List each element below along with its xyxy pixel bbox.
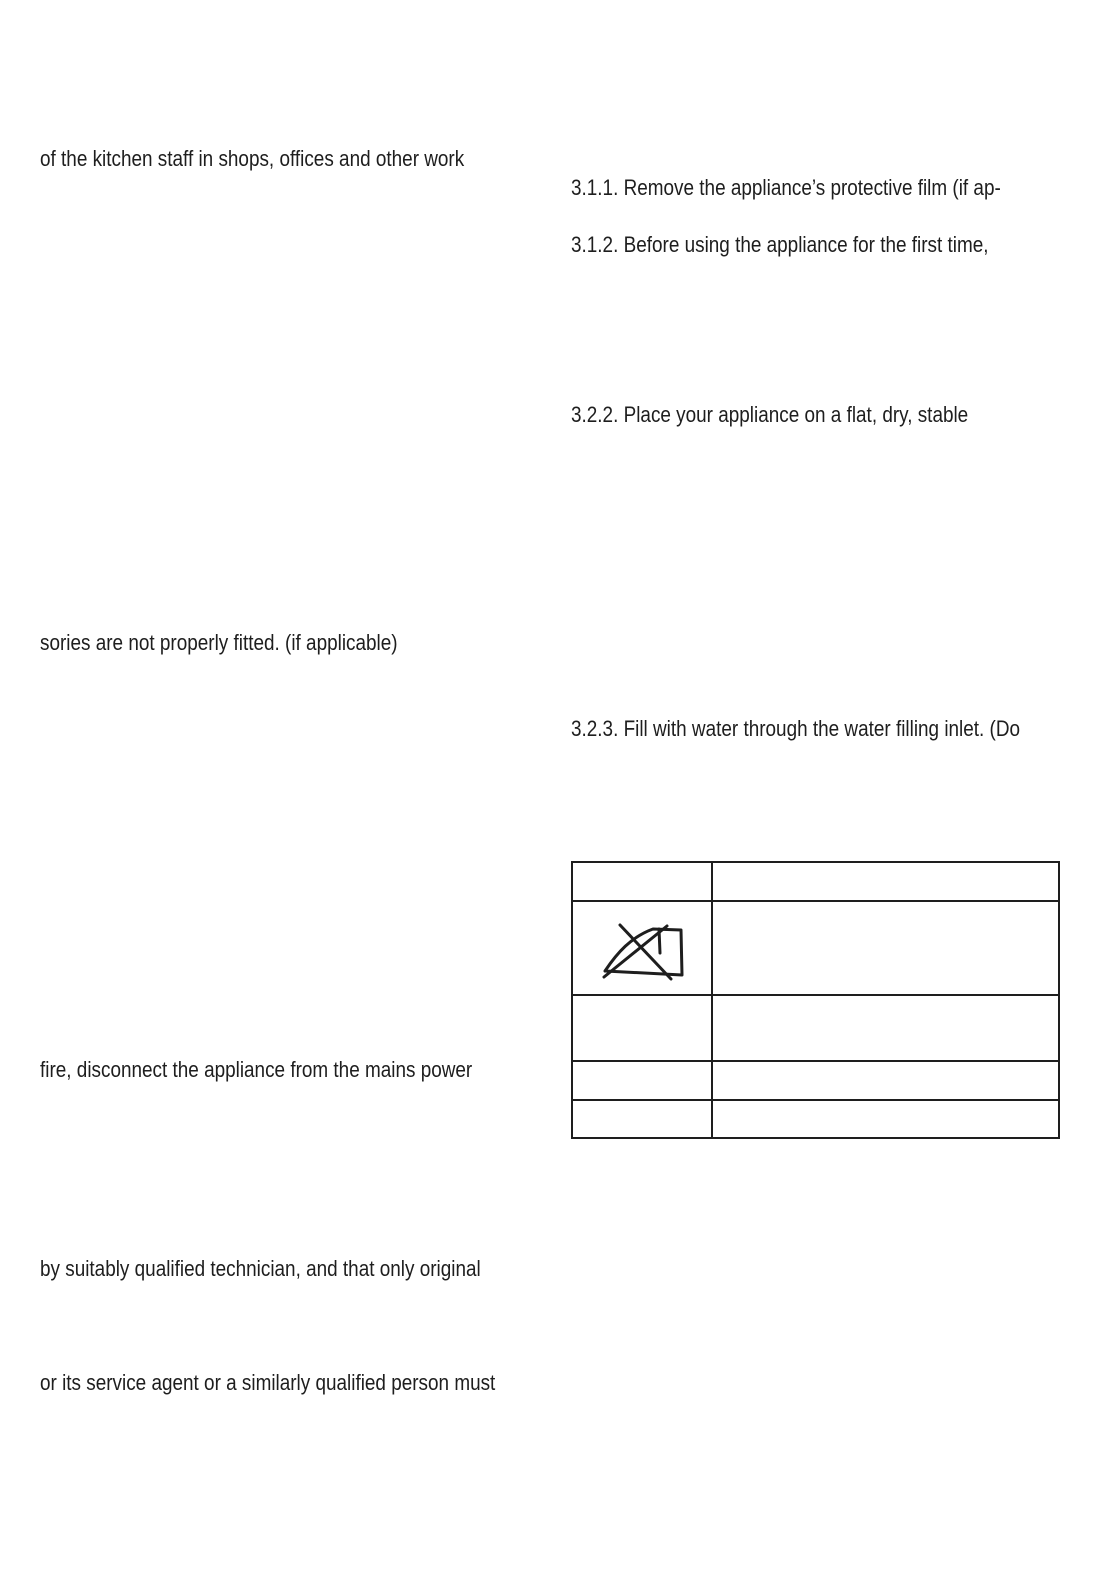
left-text-line: of the kitchen staff in shops, offices and other work [40, 146, 465, 171]
left-text-line: fire, disconnect the appliance from the mains power [40, 1057, 473, 1082]
table-cell [572, 1061, 712, 1100]
table-cell [712, 995, 1059, 1061]
table-cell [712, 901, 1059, 995]
instruction-3-1-2: 3.1.2. Before using the appliance for the first time, [571, 232, 989, 257]
table-row [572, 1100, 1059, 1138]
symbol-table [571, 861, 1060, 1139]
table-cell [572, 1100, 712, 1138]
left-text-line: by suitably qualified technician, and that only original [40, 1256, 481, 1281]
table-cell [712, 862, 1059, 901]
instruction-3-2-3: 3.2.3. Fill with water through the water filling inlet. (Do [571, 716, 1021, 741]
table-cell [712, 1061, 1059, 1100]
table-cell [572, 862, 712, 901]
table-cell [572, 901, 712, 995]
table-cell [572, 995, 712, 1061]
table-row [572, 901, 1059, 995]
instruction-3-1-1: 3.1.1. Remove the appliance’s protective film (if ap- [571, 175, 1001, 200]
table-row [572, 1061, 1059, 1100]
left-text-line: or its service agent or a similarly qualified person must [40, 1370, 496, 1395]
table-row [572, 995, 1059, 1061]
no-ironing-icon [573, 913, 711, 983]
left-text-line: sories are not properly fitted. (if applicable) [40, 630, 398, 655]
instruction-3-2-2: 3.2.2. Place your appliance on a flat, dry, stable [571, 402, 969, 427]
table-row [572, 862, 1059, 901]
table-cell [712, 1100, 1059, 1138]
